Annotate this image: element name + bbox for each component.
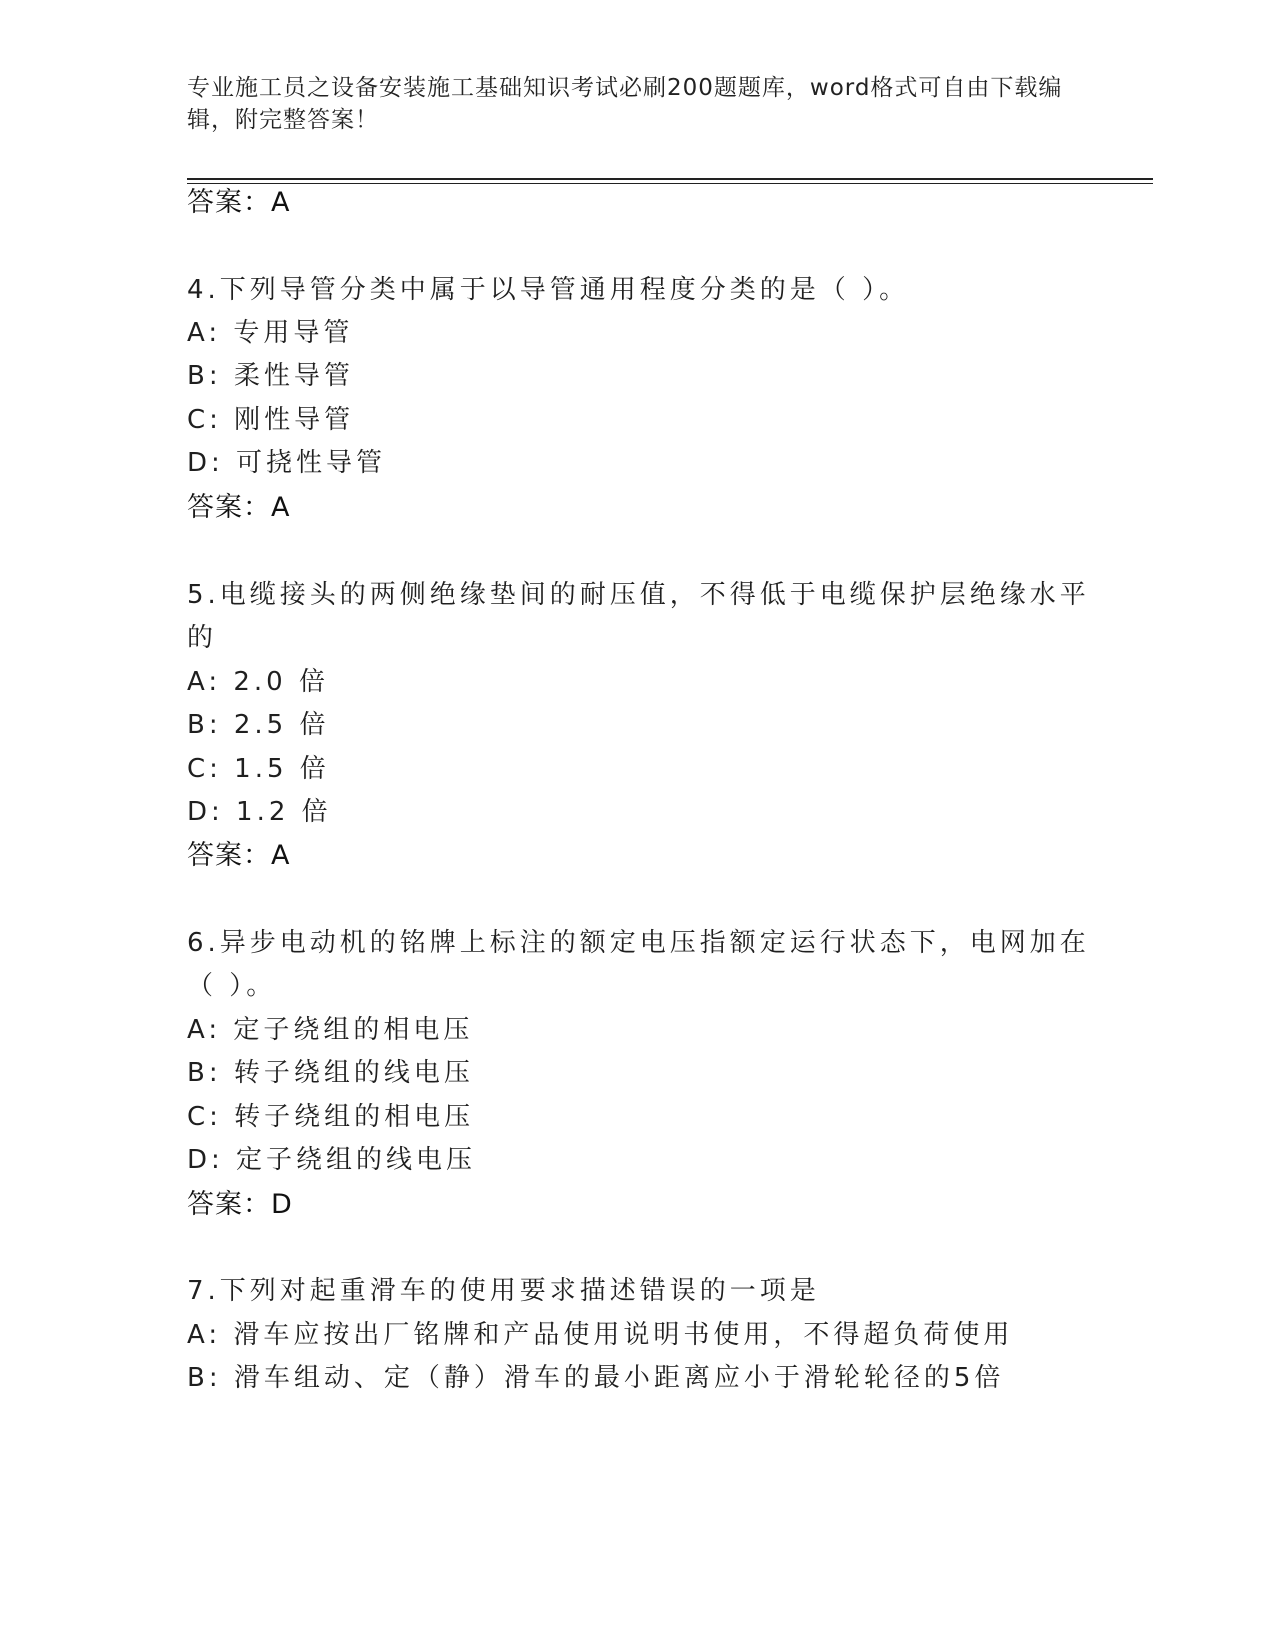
answer-previous-question: 答案：A <box>187 187 291 218</box>
question-6-option-d: D: 定子绕组的线电压 <box>187 1145 477 1175</box>
question-7-option-b: B: 滑车组动、定（静）滑车的最小距离应小于滑轮轮径的5倍 <box>187 1363 1005 1393</box>
question-6-option-b: B: 转子绕组的线电压 <box>187 1058 474 1088</box>
question-7-stem: 7.下列对起重滑车的使用要求描述错误的一项是 <box>187 1276 820 1306</box>
question-5-option-c: C: 1.5 倍 <box>187 754 330 784</box>
question-4-stem: 4.下列导管分类中属于以导管通用程度分类的是（ ）。 <box>187 275 910 305</box>
question-6-stem: 6.异步电动机的铭牌上标注的额定电压指额定运行状态下，电网加在 <box>187 928 1090 958</box>
question-5-option-a: A: 2.0 倍 <box>187 667 329 697</box>
question-5-stem: 5.电缆接头的两侧绝缘垫间的耐压值，不得低于电缆保护层绝缘水平 <box>187 580 1090 610</box>
question-4-answer: 答案：A <box>187 492 291 523</box>
question-6-option-c: C: 转子绕组的相电压 <box>187 1102 475 1132</box>
header-divider <box>187 178 1153 184</box>
question-5-stem-continued: 的 <box>187 623 218 653</box>
question-4-option-b: B: 柔性导管 <box>187 361 354 391</box>
document-header: 专业施工员之设备安装施工基础知识考试必刷200题题库，word格式可自由下载编辑，附完整答案！ <box>187 75 1063 133</box>
question-5-option-b: B: 2.5 倍 <box>187 710 330 740</box>
question-6-answer: 答案：D <box>187 1189 293 1220</box>
question-5-option-d: D: 1.2 倍 <box>187 797 332 827</box>
question-4-option-a: A: 专用导管 <box>187 318 354 348</box>
question-4-option-d: D: 可挠性导管 <box>187 448 387 478</box>
question-6-stem-continued: （ ）。 <box>187 971 277 1001</box>
question-6-option-a: A: 定子绕组的相电压 <box>187 1015 474 1045</box>
question-7-option-a: A: 滑车应按出厂铭牌和产品使用说明书使用，不得超负荷使用 <box>187 1320 1014 1350</box>
question-5-answer: 答案：A <box>187 840 291 871</box>
question-4-option-c: C: 刚性导管 <box>187 405 355 435</box>
